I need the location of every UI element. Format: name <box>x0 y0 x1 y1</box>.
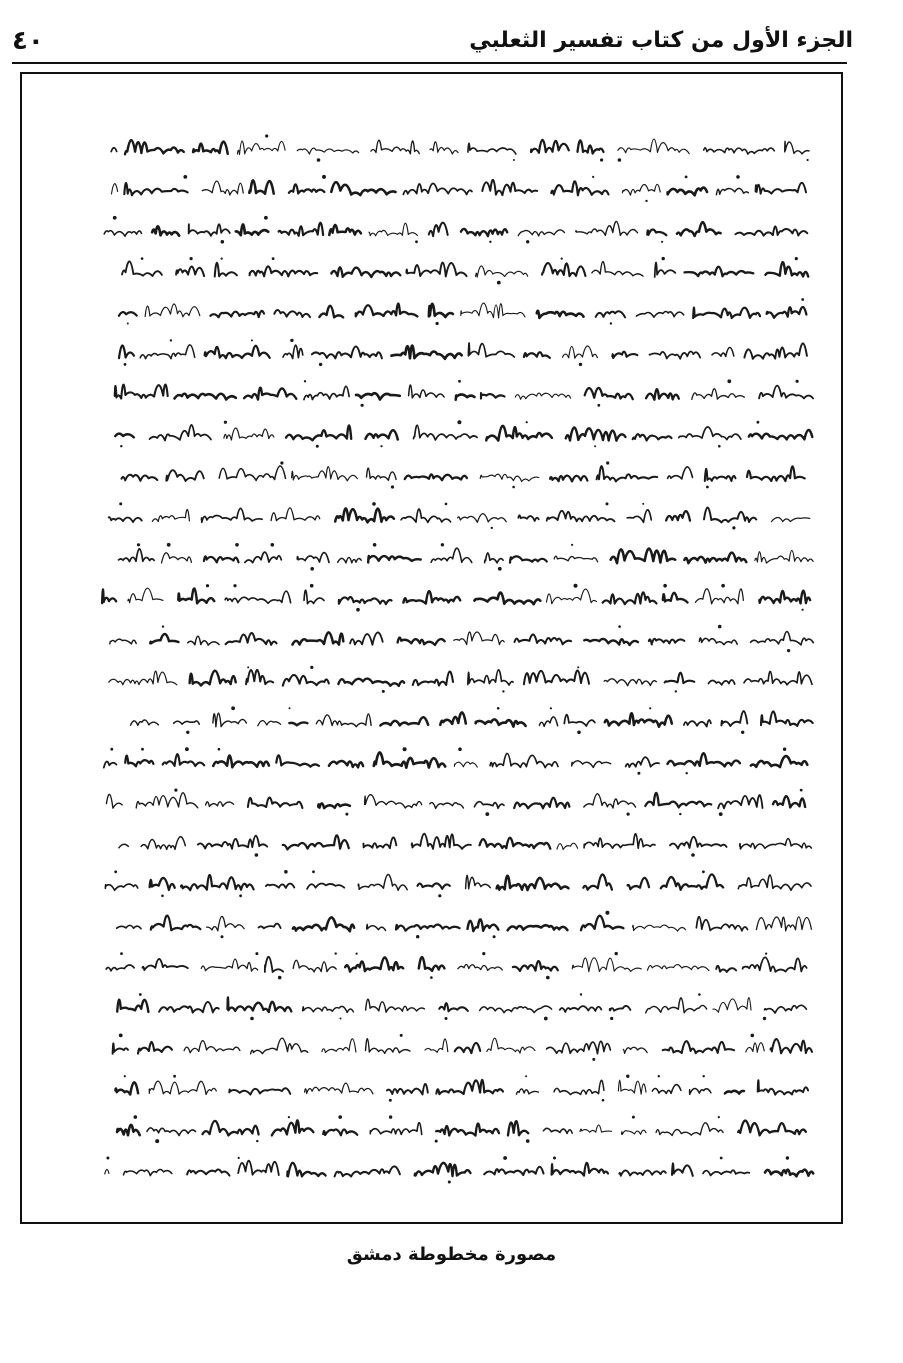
page-number: ٤٠ <box>12 26 44 56</box>
manuscript-line <box>131 706 813 734</box>
manuscript-line <box>110 625 814 652</box>
header-rule <box>12 62 847 64</box>
manuscript-line <box>102 584 810 612</box>
manuscript-handwriting-image <box>22 74 841 1222</box>
manuscript-line <box>106 789 805 816</box>
manuscript-line <box>109 502 810 529</box>
manuscript-line <box>117 1115 806 1143</box>
manuscript-line <box>115 1075 808 1102</box>
manuscript-line <box>122 257 808 285</box>
manuscript-line <box>119 298 807 325</box>
manuscript-line <box>111 134 809 161</box>
manuscript-line <box>104 747 808 775</box>
page-header <box>12 22 857 66</box>
manuscript-lines <box>102 134 813 1183</box>
manuscript-frame <box>20 72 843 1224</box>
manuscript-line <box>105 1156 813 1183</box>
manuscript-line <box>122 461 805 488</box>
manuscript-line <box>106 952 806 980</box>
caption: مصورة مخطوطة دمشق <box>346 1244 557 1265</box>
manuscript-line <box>113 1034 812 1061</box>
manuscript-line <box>117 911 812 939</box>
manuscript-line <box>115 420 812 448</box>
manuscript-line <box>119 543 814 571</box>
manuscript-line <box>117 993 806 1020</box>
manuscript-line <box>119 834 812 857</box>
manuscript-line <box>119 339 807 366</box>
header-title: الجزء الأول من كتاب تفسير الثعلبي <box>469 28 853 53</box>
manuscript-line <box>112 175 807 202</box>
manuscript-line <box>104 216 807 244</box>
manuscript-line <box>115 379 813 407</box>
manuscript-line <box>109 666 812 693</box>
manuscript-line <box>105 870 811 897</box>
